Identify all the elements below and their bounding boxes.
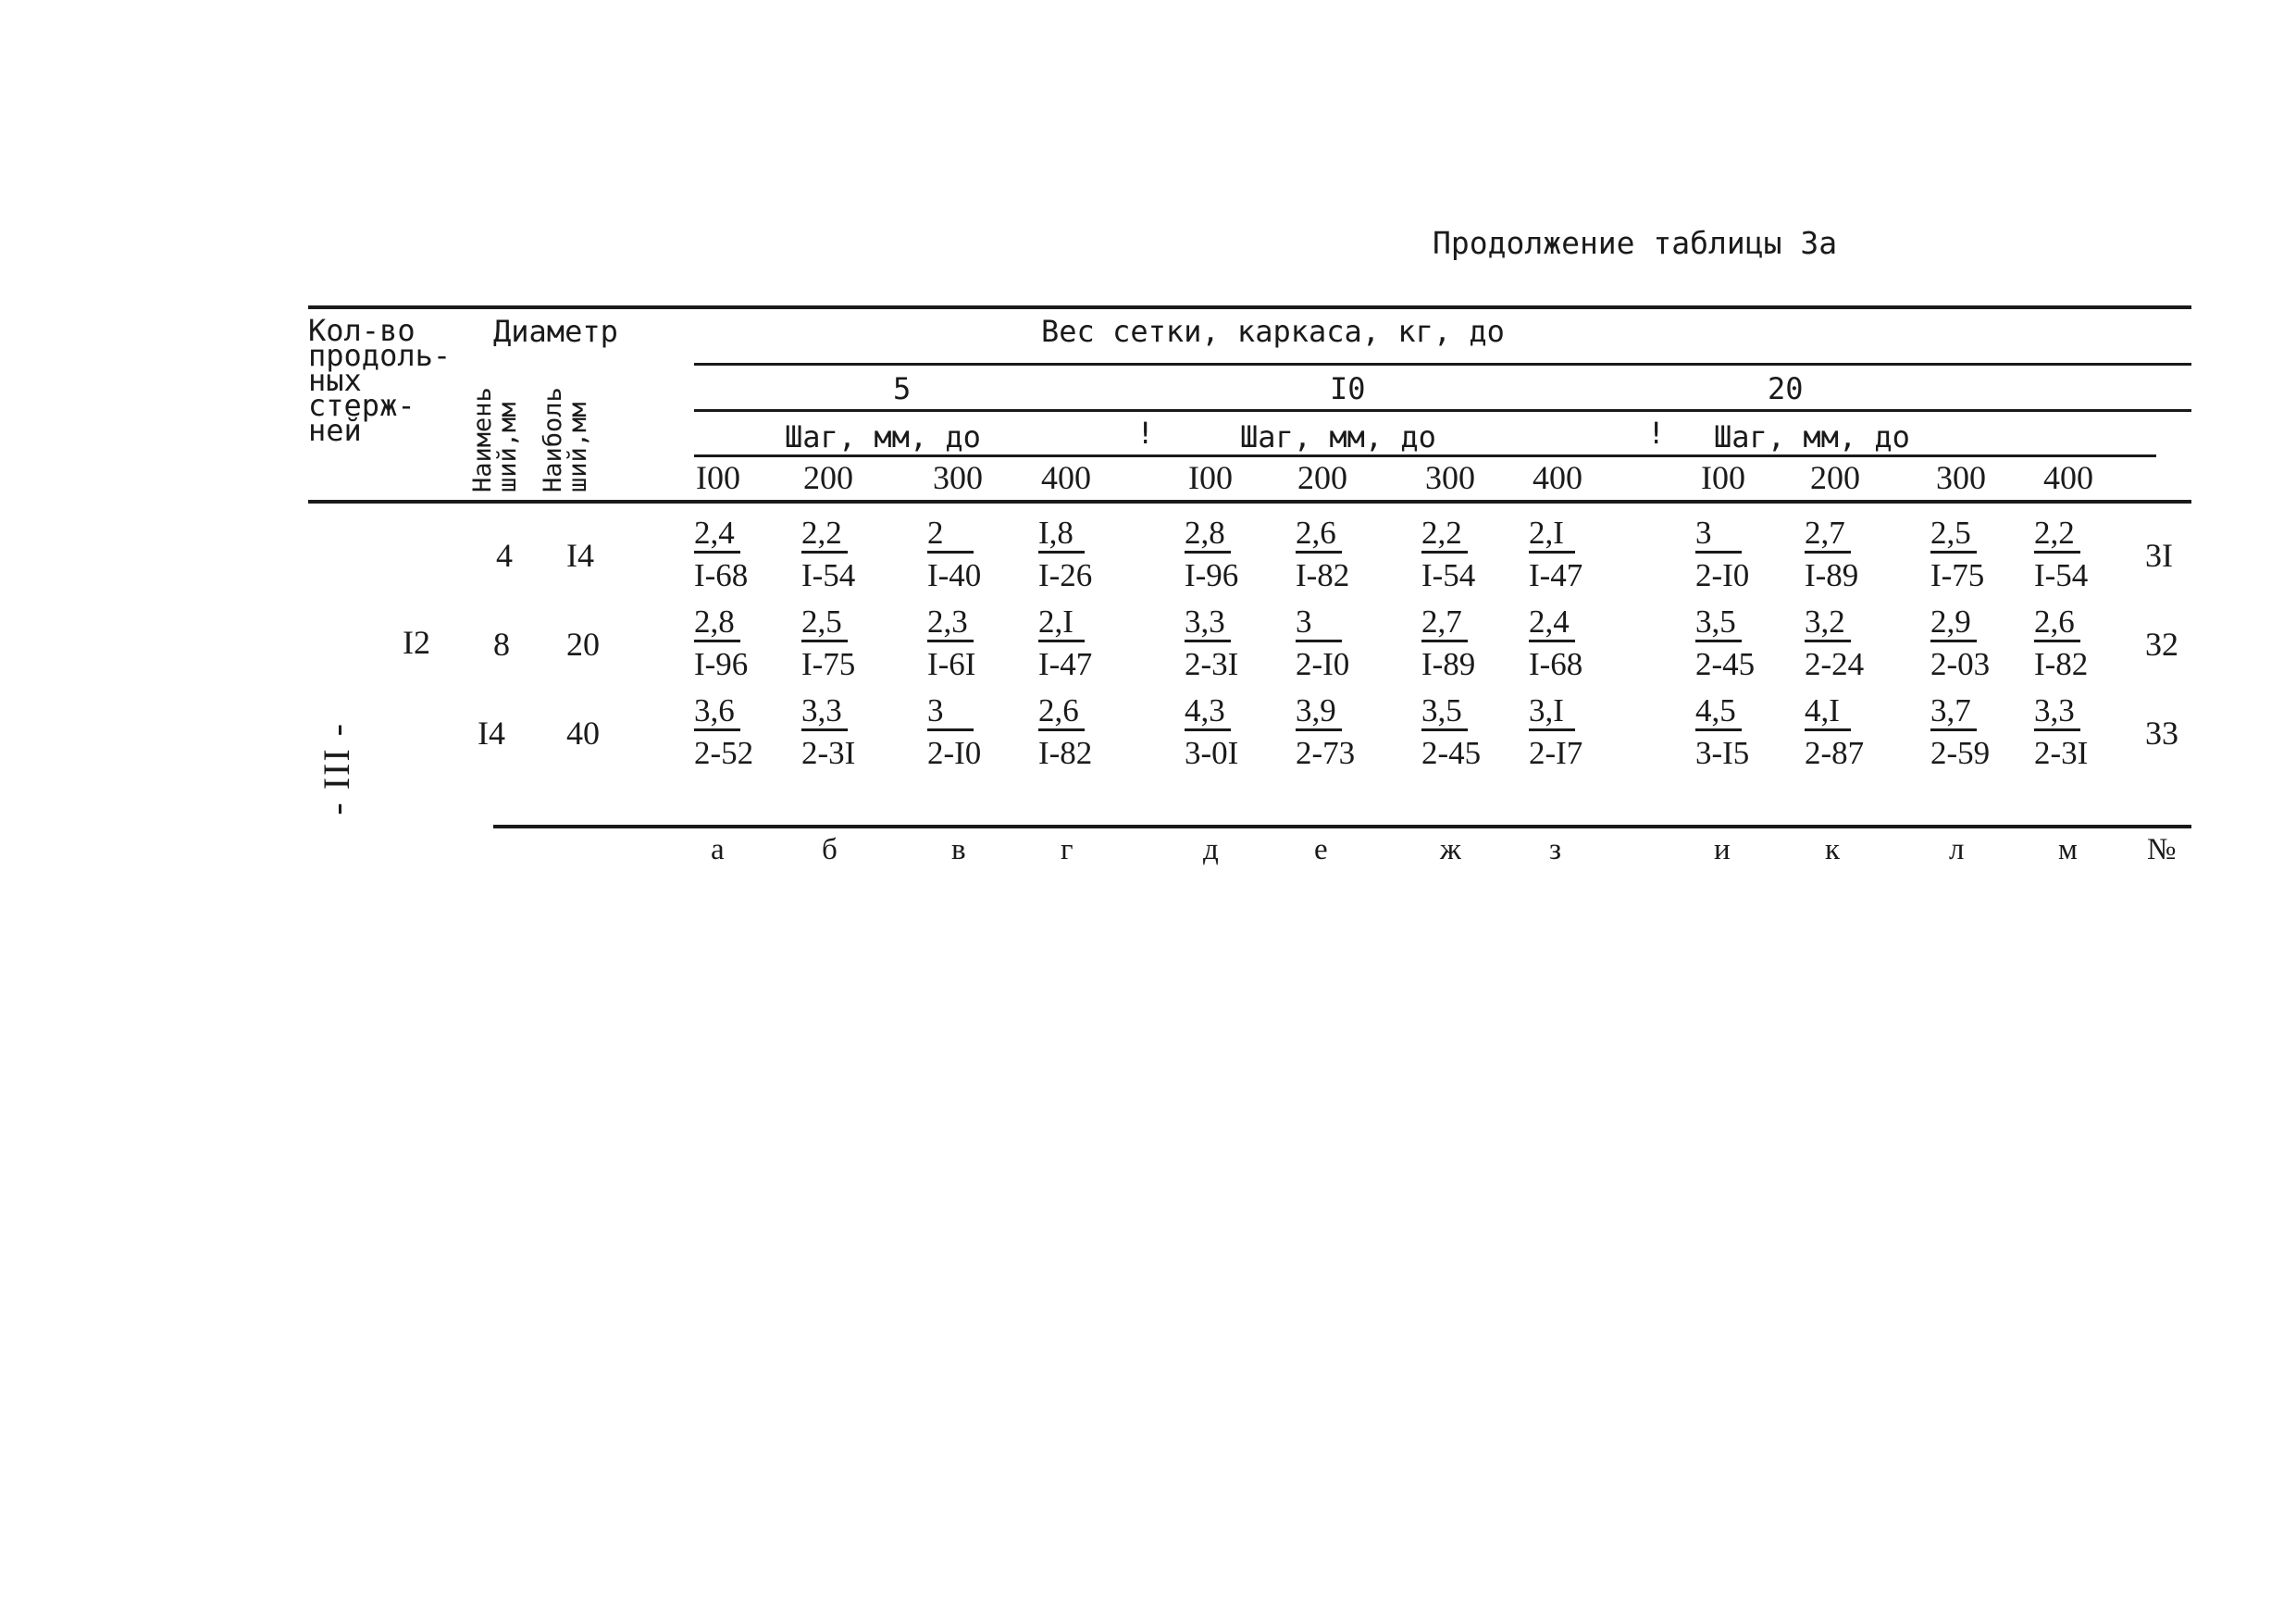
weight-cell xyxy=(1805,694,1888,769)
body-bottom-rule xyxy=(493,825,2191,828)
row2-dmax: 20 xyxy=(566,626,600,663)
weight-value: 3,7 xyxy=(1930,694,1977,731)
code-value: I-89 xyxy=(1421,646,1476,682)
weight-cell xyxy=(801,517,885,591)
code-value: 2-45 xyxy=(1695,646,1756,682)
code-value: I-89 xyxy=(1805,557,1859,593)
weight-cell xyxy=(1805,605,1888,680)
step-label-2: Шаг, мм, до xyxy=(1240,419,1436,454)
weight-value: 2,5 xyxy=(801,605,848,642)
column-letter: з xyxy=(1549,833,1562,866)
code-value: 2-24 xyxy=(1805,646,1865,682)
weight-value: 3,3 xyxy=(1185,605,1231,642)
weight-cell xyxy=(1421,517,1505,591)
code-value: 3-I5 xyxy=(1695,735,1750,771)
row2-dmin: 8 xyxy=(493,626,510,663)
weight-cell xyxy=(1930,694,2014,769)
weight-value: I,8 xyxy=(1038,517,1085,554)
step-200-b: 200 xyxy=(1297,459,1347,496)
code-value: 2-03 xyxy=(1930,646,1991,682)
weight-cell xyxy=(2034,694,2117,769)
step-400-b: 400 xyxy=(1533,459,1582,496)
code-value: 2-I0 xyxy=(1296,646,1350,682)
weight-value: 2,9 xyxy=(1930,605,1977,642)
rods-count: I2 xyxy=(403,624,430,661)
weight-value: 2,5 xyxy=(1930,517,1977,554)
weight-cell xyxy=(1296,694,1379,769)
weight-value: 3,5 xyxy=(1695,605,1742,642)
weight-cell xyxy=(1038,517,1122,591)
weight-cell xyxy=(1185,605,1268,680)
weight-cell xyxy=(2034,517,2117,591)
column-letter: л xyxy=(1949,833,1965,866)
code-value: 2-I0 xyxy=(927,735,982,771)
weight-value: 3,6 xyxy=(694,694,740,731)
weight-cell xyxy=(1930,605,2014,680)
weight-cell xyxy=(1529,605,1612,680)
weight-cell xyxy=(1695,694,1779,769)
header-diameter: Диаметр xyxy=(493,314,618,349)
step-300-a: 300 xyxy=(933,459,983,496)
weight-value: 2,6 xyxy=(1038,694,1085,731)
weight-cell xyxy=(927,694,1011,769)
column-letter: и xyxy=(1714,833,1731,866)
row1-dmax: I4 xyxy=(566,537,594,574)
code-value: 3-0I xyxy=(1185,735,1239,771)
code-value: I-96 xyxy=(694,646,749,682)
group-10: I0 xyxy=(1330,371,1366,406)
step-100-c: I00 xyxy=(1701,459,1745,496)
code-value: I-68 xyxy=(694,557,749,593)
weight-value: 2,I xyxy=(1038,605,1085,642)
header-rod-count: Кол-во продоль- ных стерж- ней xyxy=(308,313,452,448)
weight-cell xyxy=(801,605,885,680)
weight-cell xyxy=(1421,694,1505,769)
code-value: 2-52 xyxy=(694,735,754,771)
header-bottom-rule xyxy=(308,500,2191,504)
weight-value: 3,9 xyxy=(1296,694,1342,731)
code-value: 2-I7 xyxy=(1529,735,1583,771)
column-letter: ж xyxy=(1440,833,1461,866)
weight-cell xyxy=(927,517,1011,591)
weight-cell xyxy=(801,694,885,769)
weight-value: 4,5 xyxy=(1695,694,1742,731)
weight-value: 2,7 xyxy=(1421,605,1468,642)
weight-cell xyxy=(1038,605,1122,680)
table-caption: Продолжение таблицы 3а xyxy=(1433,225,1838,261)
code-value: I-6I xyxy=(927,646,976,682)
weight-cell xyxy=(694,694,777,769)
code-value: I-75 xyxy=(801,646,856,682)
group-underline xyxy=(694,409,2191,412)
step-300-b: 300 xyxy=(1425,459,1475,496)
weight-value: 3,I xyxy=(1529,694,1575,731)
column-letter: в xyxy=(951,833,966,866)
code-value: I-40 xyxy=(927,557,982,593)
step-200-c: 200 xyxy=(1810,459,1860,496)
code-value: I-26 xyxy=(1038,557,1093,593)
weight-value: 2,3 xyxy=(927,605,974,642)
header-weight: Вес сетки, каркаса, кг, до xyxy=(1041,314,1505,349)
step-400-c: 400 xyxy=(2043,459,2093,496)
step-300-c: 300 xyxy=(1936,459,1986,496)
weight-value: 3,3 xyxy=(2034,694,2080,731)
group-5: 5 xyxy=(893,371,912,406)
code-value: I-82 xyxy=(1038,735,1093,771)
step-separator-2: ! xyxy=(1647,416,1666,451)
weight-cell xyxy=(1529,517,1612,591)
code-value: I-82 xyxy=(1296,557,1350,593)
number-mark: № xyxy=(2147,833,2177,866)
code-value: I-75 xyxy=(1930,557,1985,593)
step-100-b: I00 xyxy=(1188,459,1233,496)
weight-value: 3 xyxy=(1695,517,1742,554)
row3-number: 33 xyxy=(2145,715,2178,752)
code-value: 2-73 xyxy=(1296,735,1356,771)
header-diameter-min: Наимень ший,мм xyxy=(468,387,522,492)
step-label-3: Шаг, мм, до xyxy=(1714,419,1910,454)
weight-cell xyxy=(1695,517,1779,591)
code-value: 2-59 xyxy=(1930,735,1991,771)
code-value: 2-45 xyxy=(1421,735,1482,771)
weight-value: 2,2 xyxy=(2034,517,2080,554)
weight-value: 2,4 xyxy=(1529,605,1575,642)
weight-value: 2,2 xyxy=(1421,517,1468,554)
weight-cell xyxy=(1805,517,1888,591)
code-value: I-54 xyxy=(1421,557,1476,593)
code-value: I-47 xyxy=(1038,646,1093,682)
row3-dmin: I4 xyxy=(478,715,505,752)
step-200-a: 200 xyxy=(803,459,853,496)
weight-value: 4,3 xyxy=(1185,694,1231,731)
row2-number: 32 xyxy=(2145,626,2178,663)
weight-value: 3 xyxy=(1296,605,1342,642)
weight-cell xyxy=(694,517,777,591)
weight-value: 4,I xyxy=(1805,694,1851,731)
code-value: 2-3I xyxy=(1185,646,1239,682)
column-letter: е xyxy=(1314,833,1328,866)
group-20: 20 xyxy=(1768,371,1804,406)
weight-cell xyxy=(1296,517,1379,591)
weight-value: 2 xyxy=(927,517,974,554)
weight-cell xyxy=(927,605,1011,680)
code-value: 2-3I xyxy=(2034,735,2089,771)
weight-value: 2,2 xyxy=(801,517,848,554)
weight-value: 2,4 xyxy=(694,517,740,554)
step-label-1: Шаг, мм, до xyxy=(785,419,981,454)
row3-dmax: 40 xyxy=(566,715,600,752)
side-section-label: - III - xyxy=(316,722,357,815)
code-value: I-96 xyxy=(1185,557,1239,593)
column-letter: а xyxy=(711,833,725,866)
code-value: I-54 xyxy=(2034,557,2089,593)
code-value: I-68 xyxy=(1529,646,1583,682)
weight-value: 2,8 xyxy=(694,605,740,642)
step-underline xyxy=(694,454,2156,457)
code-value: 2-I0 xyxy=(1695,557,1750,593)
column-letter: б xyxy=(822,833,838,866)
code-value: I-47 xyxy=(1529,557,1583,593)
row1-number: 3I xyxy=(2145,537,2173,574)
weight-value: 3,3 xyxy=(801,694,848,731)
weight-value: 2,I xyxy=(1529,517,1575,554)
weight-cell xyxy=(1695,605,1779,680)
code-value: 2-87 xyxy=(1805,735,1865,771)
header-diameter-max: Наиболь ший,мм xyxy=(539,387,592,492)
weight-value: 2,7 xyxy=(1805,517,1851,554)
weight-cell xyxy=(1296,605,1379,680)
weight-value: 2,6 xyxy=(2034,605,2080,642)
weight-value: 2,8 xyxy=(1185,517,1231,554)
column-letter: д xyxy=(1203,833,1219,866)
code-value: I-54 xyxy=(801,557,856,593)
weight-cell xyxy=(1185,517,1268,591)
code-value: I-82 xyxy=(2034,646,2089,682)
weight-cell xyxy=(1930,517,2014,591)
weight-value: 3,2 xyxy=(1805,605,1851,642)
row1-dmin: 4 xyxy=(496,537,513,574)
weight-cell xyxy=(1185,694,1268,769)
weight-cell xyxy=(1038,694,1122,769)
table-top-rule xyxy=(308,305,2191,309)
column-letter: м xyxy=(2058,833,2078,866)
column-letter: к xyxy=(1825,833,1841,866)
weight-cell xyxy=(2034,605,2117,680)
weight-value: 3 xyxy=(927,694,974,731)
step-100-a: I00 xyxy=(696,459,740,496)
weight-cell xyxy=(1529,694,1612,769)
weight-cell xyxy=(694,605,777,680)
weight-underline xyxy=(694,363,2191,366)
weight-value: 3,5 xyxy=(1421,694,1468,731)
weight-cell xyxy=(1421,605,1505,680)
weight-value: 2,6 xyxy=(1296,517,1342,554)
step-400-a: 400 xyxy=(1041,459,1091,496)
column-letter: г xyxy=(1061,833,1074,866)
step-separator-1: ! xyxy=(1136,416,1155,451)
code-value: 2-3I xyxy=(801,735,856,771)
